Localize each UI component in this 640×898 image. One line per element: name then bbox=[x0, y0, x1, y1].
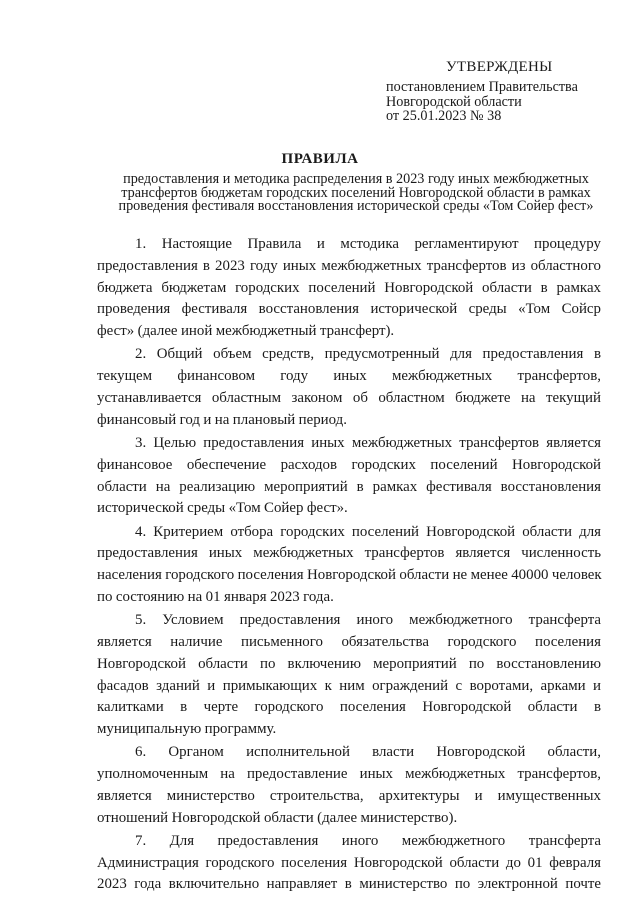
paragraph bbox=[97, 433, 601, 520]
paragraph-line: является наличие письменного обязательства городского поселения bbox=[97, 633, 601, 650]
paragraph-line: 4. Критерием отбора городских поселений Новгородской области для bbox=[135, 523, 601, 540]
approval-heading: УТВЕРЖДЕНЫ bbox=[446, 59, 553, 75]
paragraph-line: Новгородской области по включению мероприятий по восстановлению bbox=[97, 655, 601, 672]
paragraph-line: бюджета бюджетам городских поселений Новгородской области в рамках bbox=[97, 279, 601, 296]
subtitle-line: проведения фестиваля восстановления исторической среды «Том Сойер фест» bbox=[118, 198, 594, 214]
paragraph-line: 5. Условием предоставления иного межбюджетного трансферта bbox=[135, 612, 601, 629]
approval-line: Новгородской области bbox=[386, 93, 522, 110]
paragraph-line: финансовое обеспечение расходов городских поселений Новгородской bbox=[97, 456, 601, 473]
approval-line: постановлением Правительства bbox=[386, 79, 578, 95]
paragraph bbox=[97, 344, 601, 431]
paragraph-line: является министерство строительства, архитектуры и имущественных bbox=[97, 787, 601, 804]
paragraph-line: отношений Новгородской области (далее министерство). bbox=[97, 809, 458, 826]
paragraph-line: 2023 года включительно направляет в министерство по электронной почте bbox=[97, 876, 601, 893]
paragraph bbox=[97, 610, 601, 741]
document-subtitle bbox=[96, 173, 616, 214]
paragraph bbox=[97, 831, 601, 896]
approval-stamp bbox=[386, 58, 626, 124]
paragraph bbox=[97, 522, 601, 609]
paragraph-line: финансовый год и на плановый период. bbox=[97, 411, 347, 428]
paragraph bbox=[97, 234, 601, 343]
paragraph-line: фасадов зданий и примыкающих к ним ограждений с воротами, арками и bbox=[97, 677, 601, 694]
paragraph-line: текущем финансовом году иных межбюджетных трансфертов, bbox=[97, 368, 601, 385]
paragraph-line: 2. Общий объем средств, предусмотренный для предоставления в bbox=[135, 346, 601, 363]
paragraph-line: предоставления в 2023 году иных межбюджетных трансфертов из областного bbox=[97, 257, 601, 274]
paragraph-line: по состоянию на 01 января 2023 года. bbox=[97, 588, 334, 605]
paragraph-line: Администрация городского поселения Новгородской области до 01 февраля bbox=[97, 854, 601, 871]
approval-line: от 25.01.2023 № 38 bbox=[386, 108, 502, 124]
subtitle-line: предоставления и методика распределения в 2023 году иных межбюджетных bbox=[123, 171, 589, 187]
document-body bbox=[97, 234, 601, 898]
paragraph-line: исторической среды «Том Сойер фест». bbox=[97, 500, 348, 517]
paragraph-line: 7. Для предоставления иного межбюджетного трансферта bbox=[135, 832, 601, 849]
paragraph-line: предоставления иных межбюджетных трансфертов является численность bbox=[97, 545, 601, 562]
subtitle-line: трансфертов бюджетам городских поселений Новгородской области в рамках bbox=[121, 184, 591, 201]
paragraph-line: 6. Органом исполнительной власти Новгородской области, bbox=[135, 744, 601, 761]
paragraph-line: 1. Настоящие Правила и мстодика регламентируют процедуру bbox=[135, 236, 601, 252]
paragraph-line: калитками в черте городского поселения Новгородской области в bbox=[97, 699, 601, 716]
paragraph-line: области на реализацию мероприятий в рамках фестиваля восстановления bbox=[97, 478, 601, 495]
paragraph-line: 3. Целью предоставления иных межбюджетных трансфертов является bbox=[135, 434, 601, 451]
paragraph-line: устанавливается областным законом об областном бюджете на текущий bbox=[97, 389, 601, 406]
paragraph-line: населения городского поселения Новгородской области не менее 40000 человек bbox=[97, 567, 602, 584]
paragraph-line: проведения фестиваля восстановления исторической среды «Том Сойср bbox=[97, 301, 601, 318]
paragraph-line: уполномоченным на предоставление иных межбюджетных трансфертов, bbox=[97, 766, 601, 783]
paragraph-line: фест» (далее иной межбюджетный трансферт). bbox=[97, 323, 395, 340]
paragraph-line: муниципальную программу. bbox=[97, 721, 277, 738]
document-title: ПРАВИЛА bbox=[281, 151, 359, 167]
paragraph bbox=[97, 742, 601, 829]
